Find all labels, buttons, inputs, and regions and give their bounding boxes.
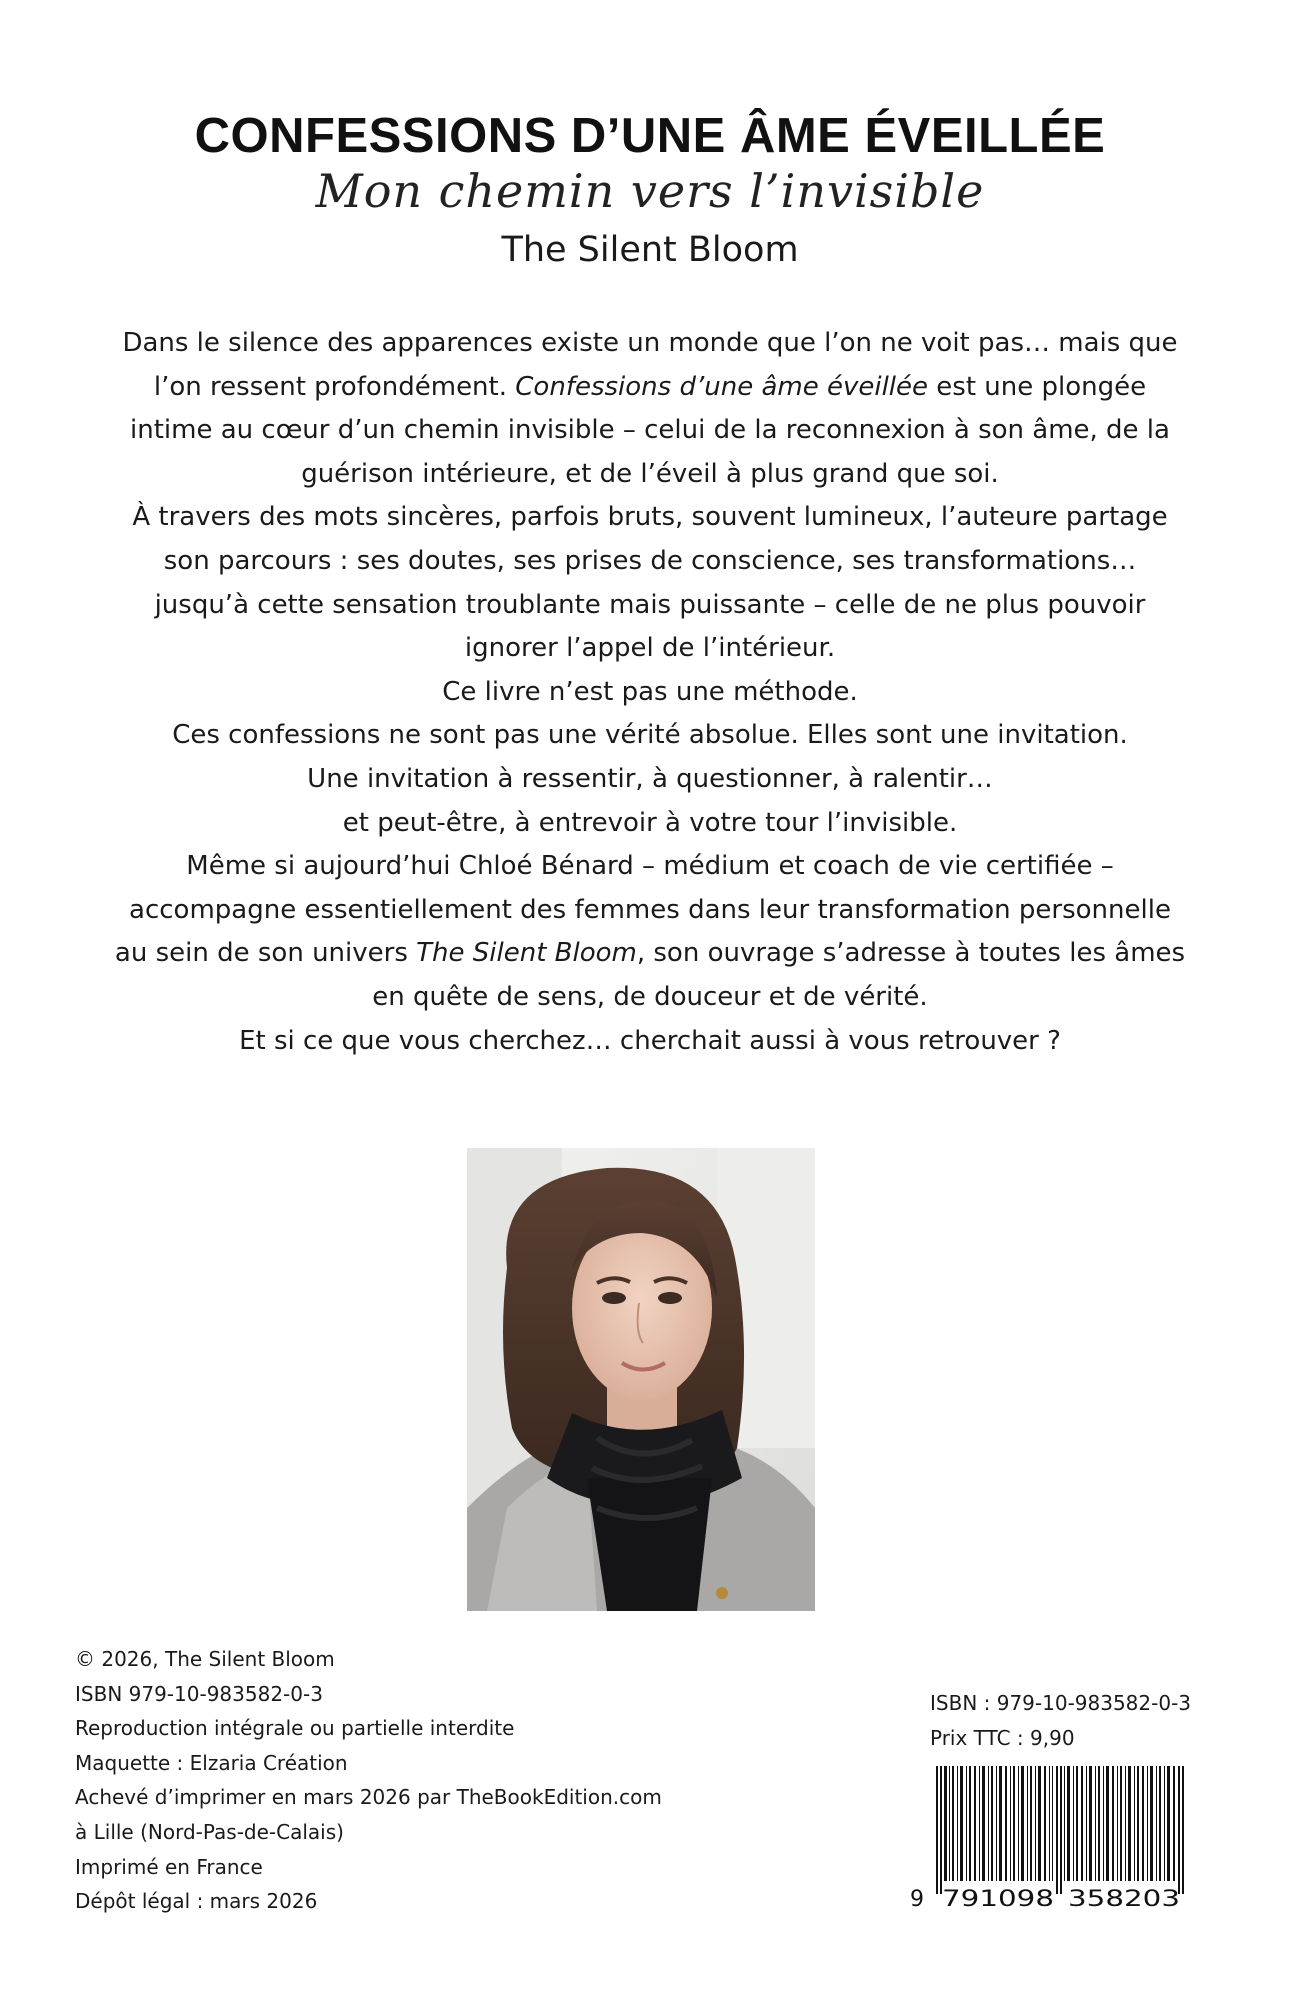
- colophon-legal-deposit: Dépôt légal : mars 2026: [75, 1889, 318, 1914]
- barcode-bar: [1018, 1766, 1019, 1881]
- blurb-text: , son ouvrage s’adresse à toutes les âmes: [636, 938, 1186, 969]
- barcode-bar: [1147, 1766, 1148, 1881]
- barcode-bar: [988, 1766, 989, 1881]
- colophon-printer: Achevé d’imprimer en mars 2026 par TheBookEdition.com: [75, 1785, 662, 1810]
- barcode-bar: [1010, 1766, 1011, 1881]
- ean-barcode: [908, 1766, 1208, 1911]
- blurb-line: ignorer l’appel de l’intérieur.: [464, 633, 836, 664]
- barcode-bar: [1106, 1766, 1109, 1881]
- barcode-bar: [1103, 1766, 1104, 1881]
- barcode-digit-first: 9: [910, 1887, 924, 1911]
- barcode-guard-bar: [936, 1766, 938, 1894]
- colophon-isbn: ISBN 979-10-983582-0-3: [75, 1681, 323, 1706]
- barcode-bar: [1112, 1766, 1114, 1881]
- barcode-bar: [1021, 1766, 1024, 1881]
- blurb-line: Dans le silence des apparences existe un monde que l’on ne voit pas… mais que: [122, 328, 1178, 358]
- barcode-bar: [957, 1766, 958, 1881]
- barcode-bar: [952, 1766, 954, 1881]
- barcode-bar: [1125, 1766, 1126, 1881]
- barcode-bar: [1030, 1766, 1032, 1881]
- blurb-text: au sein de son univers: [114, 938, 417, 969]
- barcode-bar: [1052, 1766, 1053, 1881]
- retail-isbn: ISBN : 979-10-983582-0-3: [930, 1691, 1192, 1715]
- blurb-line: À travers des mots sincères, parfois bruts, souvent lumineux, l’auteure partage: [132, 502, 1168, 533]
- barcode-bar: [1005, 1766, 1007, 1881]
- colophon-layout-credit: Maquette : Elzaria Création: [75, 1750, 348, 1775]
- barcode-bar: [1073, 1766, 1074, 1881]
- blurb-line: accompagne essentiellement des femmes dans leur transformation personnelle: [129, 894, 1171, 925]
- barcode-bar: [991, 1766, 993, 1881]
- barcode-bar: [1038, 1766, 1041, 1881]
- blurb-line: Même si aujourd’hui Chloé Bénard – médium et coach de vie certifiée –: [186, 851, 1114, 882]
- blurb-line: son parcours : ses doutes, ses prises de conscience, ses transformations…: [163, 545, 1137, 576]
- blurb-line: Ces confessions ne sont pas une vérité absolue. Elles sont une invitation.: [172, 720, 1128, 751]
- blurb-text: est une plongée: [928, 371, 1147, 402]
- barcode-bar: [982, 1766, 985, 1881]
- barcode-bar: [1137, 1766, 1139, 1881]
- retail-price: Prix TTC : 9,90: [930, 1726, 1075, 1750]
- barcode-bar: [1089, 1766, 1092, 1881]
- colophon-printed-in: Imprimé en France: [75, 1854, 263, 1879]
- colophon-print-location: à Lille (Nord-Pas-de-Calais): [75, 1819, 344, 1844]
- barcode-bar: [960, 1766, 963, 1881]
- barcode-bar: [979, 1766, 980, 1881]
- blurb-line: intime au cœur d’un chemin invisible – celui de la reconnexion à son âme, de la: [130, 415, 1170, 446]
- barcode-bars: [936, 1766, 1184, 1894]
- barcode-bar: [1067, 1766, 1070, 1881]
- barcode-bar: [1013, 1766, 1015, 1881]
- barcode-bar: [1117, 1766, 1118, 1881]
- barcode-guard-bar: [940, 1766, 942, 1894]
- barcode-bar: [999, 1766, 1002, 1881]
- blurb-book-title: Confessions d’une âme éveillée: [515, 371, 929, 402]
- barcode-guard-bar: [1178, 1766, 1180, 1894]
- blurb-line: [60, 932, 1240, 976]
- barcode-bar: [1044, 1766, 1046, 1881]
- back-cover-blurb: [60, 322, 1240, 1063]
- barcode-bar: [1164, 1766, 1165, 1881]
- barcode-bar: [974, 1766, 976, 1881]
- barcode-bar: [1134, 1766, 1135, 1881]
- barcode-bar: [949, 1766, 950, 1881]
- blurb-line: Et si ce que vous cherchez… cherchait aussi à vous retrouver ?: [239, 1025, 1061, 1056]
- barcode-bar: [1150, 1766, 1153, 1881]
- blurb-line: guérison intérieure, et de l’éveil à plus grand que soi.: [301, 458, 999, 489]
- barcode-guard-bar: [1056, 1766, 1058, 1894]
- barcode-bar: [1128, 1766, 1131, 1881]
- colophon-copyright: © 2026, The Silent Bloom: [75, 1647, 335, 1671]
- book-title: CONFESSIONS D’UNE ÂME ÉVEILLÉE: [194, 109, 1106, 163]
- barcode-bar: [944, 1766, 947, 1881]
- blurb-line: jusqu’à cette sensation troublante mais puissante – celle de ne plus pouvoir: [154, 589, 1146, 620]
- barcode-bar: [966, 1766, 967, 1881]
- barcode-bar: [1049, 1766, 1050, 1881]
- barcode-bar: [1081, 1766, 1083, 1881]
- blurb-line: en quête de sens, de douceur et de vérité.: [372, 981, 928, 1012]
- barcode-bar: [1095, 1766, 1096, 1881]
- colophon-rights: Reproduction intégrale ou partielle interdite: [75, 1716, 515, 1741]
- author-photo: [467, 1148, 815, 1611]
- blurb-line: Une invitation à ressentir, à questionner, à ralentir…: [307, 763, 993, 794]
- barcode-bar: [1027, 1766, 1028, 1881]
- barcode-bar: [969, 1766, 971, 1881]
- publisher-colophon: [75, 1642, 662, 1919]
- blurb-line: [60, 366, 1240, 410]
- author-name: The Silent Bloom: [501, 230, 799, 270]
- retail-info: [930, 1686, 1191, 1756]
- barcode-bar: [1076, 1766, 1078, 1881]
- barcode-guard-bar: [1182, 1766, 1184, 1894]
- barcode-bar: [996, 1766, 997, 1881]
- blurb-line: et peut-être, à entrevoir à votre tour l’invisible.: [342, 807, 958, 838]
- barcode-bar: [1156, 1766, 1157, 1881]
- blurb-text: l’on ressent profondément.: [153, 371, 516, 402]
- book-subtitle: Mon chemin vers l’invisible: [315, 164, 985, 218]
- barcode-bar: [1173, 1766, 1175, 1881]
- barcode-bar: [1086, 1766, 1087, 1881]
- barcode-bar: [1035, 1766, 1036, 1881]
- barcode-bar: [1159, 1766, 1161, 1881]
- barcode-digits-left: 791098: [942, 1887, 1054, 1911]
- barcode-bar: [1142, 1766, 1144, 1881]
- barcode-bar: [1098, 1766, 1100, 1881]
- barcode-bar: [1064, 1766, 1065, 1881]
- barcode-bar: [1120, 1766, 1122, 1881]
- blurb-line: Ce livre n’est pas une méthode.: [442, 676, 858, 707]
- barcode-guard-bar: [1060, 1766, 1062, 1894]
- barcode-digits-right: 358203: [1068, 1887, 1180, 1911]
- blurb-brand-name: The Silent Bloom: [416, 938, 637, 969]
- barcode-bar: [1167, 1766, 1170, 1881]
